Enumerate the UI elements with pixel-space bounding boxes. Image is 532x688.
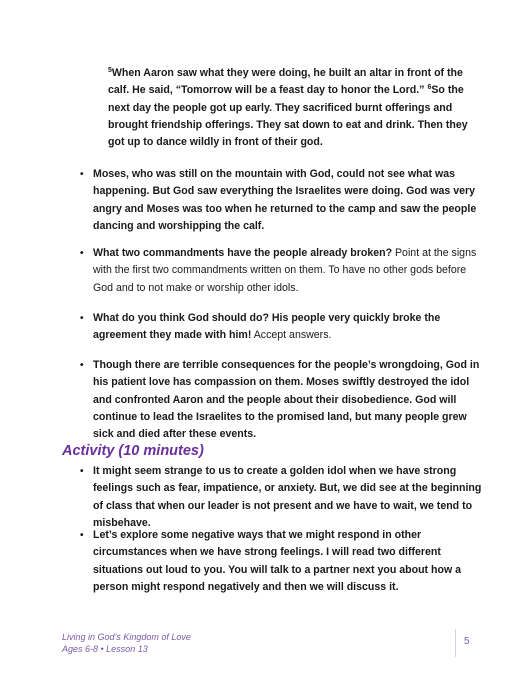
bullet-icon: •: [80, 530, 84, 541]
footer-title: Living in God’s Kingdom of Love: [62, 632, 191, 642]
list-item-instruction: Accept answers.: [251, 329, 332, 342]
bullet-icon: •: [80, 466, 84, 477]
verse-number-6: 6: [427, 84, 432, 92]
verse-number-5: 5: [108, 67, 112, 74]
scripture-quote: [108, 65, 478, 151]
list-item-text: It might seem strange to us to create a golden idol when we have strong feelings such as fear, impatience, or anxiety. But, we did see at the beginning of class that when our leader is not present and we have to wait, we tend to misbehave.: [93, 465, 482, 529]
list-item: [80, 245, 488, 297]
bullet-icon: •: [80, 169, 84, 180]
list-item-text: Moses, who was still on the mountain with God, could not see what was happening. But God saw everything the Israelites were doing. God was very angry and Moses was too when he returned to the camp and saw the people dancing and worshipping the calf.: [93, 168, 477, 232]
list-item-instruction: Point at the signs with the first two commandments written on them. To have no other gods before God and to not make or worship other idols.: [93, 247, 477, 294]
footer-subtitle: Ages 6-8 • Lesson 13: [62, 644, 148, 654]
footer-divider: [455, 629, 456, 657]
bullet-icon: •: [80, 313, 84, 324]
activity-heading: Activity (10 minutes): [62, 443, 204, 459]
bullet-icon: •: [80, 248, 84, 259]
list-item: [80, 166, 488, 235]
list-item-question: What two commandments have the people already broken?: [93, 247, 393, 259]
page-number: 5: [464, 636, 470, 647]
verse-5-text: When Aaron saw what they were doing, he built an altar in front of the calf. He said, “Tomorrow will be a feast day to honor the Lord.”: [108, 67, 463, 97]
list-item-question: What do you think God should do? His people very quickly broke the agreement they made with him!: [93, 312, 441, 342]
list-item-text: Though there are terrible consequences for the people’s wrongdoing, God in his patient love has compassion on them. Moses swiftly destroyed the idol and confronted Aaron and the people about their disobedience. God will continue to lead the Israelites to the promised land, but many people grew sick and died after these events.: [93, 359, 480, 441]
list-item: [80, 463, 488, 532]
list-item: [80, 310, 488, 345]
list-item-text: Let’s explore some negative ways that we might respond in other circumstances when we have strong feelings. I will read two different situations out loud to you. You will talk to a partner next you about how a person might respond negatively and then we will discuss it.: [93, 529, 462, 593]
footer: [62, 631, 191, 655]
bullet-icon: •: [80, 360, 84, 371]
verse-6-text: So the next day the people got up early. They sacrificed burnt offerings and brought friendship offerings. They sat down to eat and drink. Then they got up to dance wildly in front of their god.: [108, 84, 468, 149]
list-item: [80, 527, 488, 596]
list-item: [80, 357, 488, 443]
